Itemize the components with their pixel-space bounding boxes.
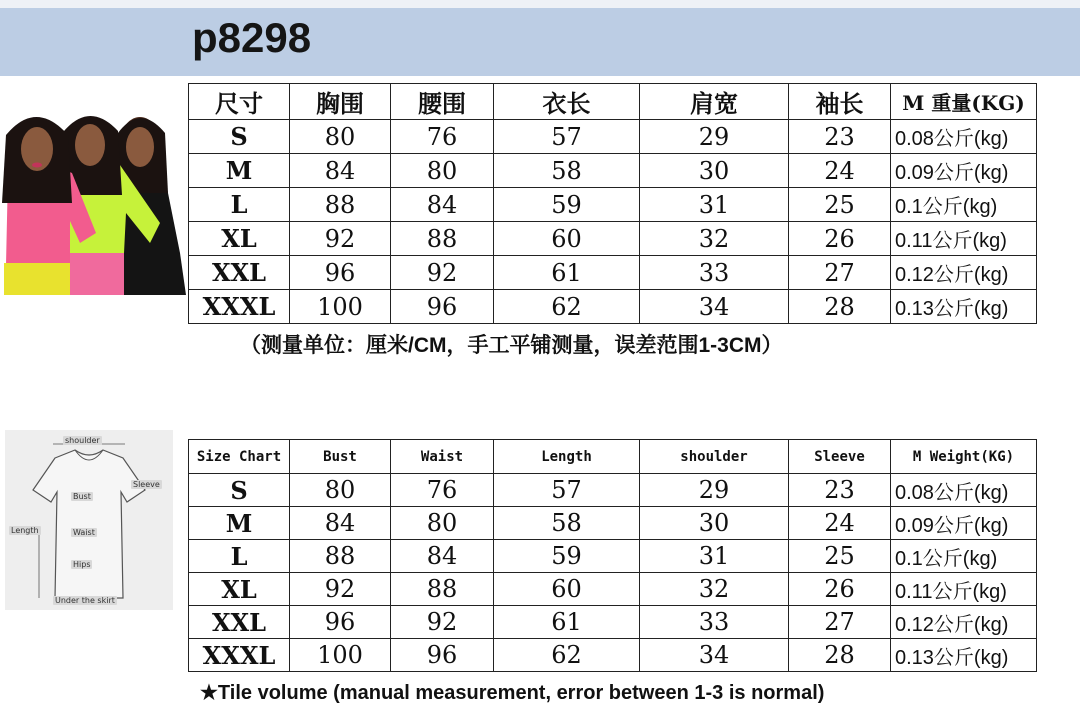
table-cell: 80 bbox=[290, 120, 391, 154]
table-cell: 80 bbox=[391, 507, 494, 540]
table-cell: 27 bbox=[789, 606, 891, 639]
column-header: 尺寸 bbox=[189, 84, 290, 120]
column-header: shoulder bbox=[640, 440, 789, 474]
table-cell: 80 bbox=[391, 154, 494, 188]
table-cell: S bbox=[189, 474, 290, 507]
table-cell: S bbox=[189, 120, 290, 154]
table-cell: 0.1公斤(kg) bbox=[891, 188, 1037, 222]
size-table-english bbox=[188, 439, 1037, 672]
table-cell: 76 bbox=[391, 474, 494, 507]
table-cell: 29 bbox=[640, 474, 789, 507]
table-header-row bbox=[189, 84, 1037, 120]
table-cell: M bbox=[189, 507, 290, 540]
table-cell: 96 bbox=[391, 290, 494, 324]
measurement-diagram bbox=[5, 430, 173, 610]
table-cell: 24 bbox=[789, 507, 891, 540]
table-row bbox=[189, 120, 1037, 154]
table-cell: 0.11公斤(kg) bbox=[891, 222, 1037, 256]
column-header: 胸围 bbox=[290, 84, 391, 120]
table-header-row bbox=[189, 440, 1037, 474]
table-row bbox=[189, 507, 1037, 540]
diagram-label-hips: Hips bbox=[73, 560, 91, 569]
table-cell: 96 bbox=[391, 639, 494, 672]
table-cell: 33 bbox=[640, 606, 789, 639]
table-cell: 0.08公斤(kg) bbox=[891, 120, 1037, 154]
table-cell: 60 bbox=[494, 222, 640, 256]
table-cell: L bbox=[189, 188, 290, 222]
table-cell: XXXL bbox=[189, 290, 290, 324]
column-header: 袖长 bbox=[789, 84, 891, 120]
column-header: M 重量(KG) bbox=[891, 84, 1037, 120]
table-cell: 26 bbox=[789, 222, 891, 256]
table-row bbox=[189, 639, 1037, 672]
table-cell: 59 bbox=[494, 188, 640, 222]
table-row bbox=[189, 256, 1037, 290]
table-row bbox=[189, 222, 1037, 256]
dress-outline-icon bbox=[5, 430, 173, 610]
column-header: Size Chart bbox=[189, 440, 290, 474]
table-cell: 57 bbox=[494, 120, 640, 154]
table-cell: 0.09公斤(kg) bbox=[891, 507, 1037, 540]
table-cell: 0.12公斤(kg) bbox=[891, 256, 1037, 290]
table-cell: 57 bbox=[494, 474, 640, 507]
measurement-note-english: ★Tile volume (manual measurement, error between 1-3 is normal) bbox=[200, 682, 825, 704]
table-cell: 34 bbox=[640, 290, 789, 324]
table-cell: 0.11公斤(kg) bbox=[891, 573, 1037, 606]
table-cell: 0.13公斤(kg) bbox=[891, 639, 1037, 672]
table-cell: 31 bbox=[640, 540, 789, 573]
column-header: Bust bbox=[290, 440, 391, 474]
header-band bbox=[0, 8, 1080, 76]
product-code-title: p8298 bbox=[192, 14, 312, 61]
table-cell: 84 bbox=[290, 154, 391, 188]
diagram-label-bust: Bust bbox=[73, 492, 91, 501]
table-cell: 26 bbox=[789, 573, 891, 606]
table-cell: 32 bbox=[640, 222, 789, 256]
table-cell: 92 bbox=[290, 573, 391, 606]
table-cell: 58 bbox=[494, 154, 640, 188]
diagram-label-length: Length bbox=[11, 526, 39, 535]
table-cell: 88 bbox=[290, 188, 391, 222]
table-cell: 84 bbox=[391, 188, 494, 222]
diagram-label-sleeve: Sleeve bbox=[133, 480, 160, 489]
table-cell: 30 bbox=[640, 154, 789, 188]
table-cell: XL bbox=[189, 222, 290, 256]
diagram-label-shoulder: shoulder bbox=[65, 436, 100, 445]
table-cell: 23 bbox=[789, 120, 891, 154]
table-cell: 88 bbox=[391, 222, 494, 256]
table-cell: 59 bbox=[494, 540, 640, 573]
table-cell: 0.13公斤(kg) bbox=[891, 290, 1037, 324]
column-header: Sleeve bbox=[789, 440, 891, 474]
table-cell: L bbox=[189, 540, 290, 573]
table-cell: 31 bbox=[640, 188, 789, 222]
table-row bbox=[189, 474, 1037, 507]
table-row bbox=[189, 290, 1037, 324]
table-cell: 58 bbox=[494, 507, 640, 540]
size-table-chinese bbox=[188, 83, 1037, 324]
column-header: 衣长 bbox=[494, 84, 640, 120]
table-cell: 100 bbox=[290, 639, 391, 672]
column-header: 肩宽 bbox=[640, 84, 789, 120]
table-cell: XXXL bbox=[189, 639, 290, 672]
table-cell: 27 bbox=[789, 256, 891, 290]
table-cell: 34 bbox=[640, 639, 789, 672]
column-header: Waist bbox=[391, 440, 494, 474]
column-header: 腰围 bbox=[391, 84, 494, 120]
measurement-note-chinese: （测量单位：厘米/CM，手工平铺测量，误差范围1-3CM） bbox=[240, 334, 783, 357]
table-cell: 62 bbox=[494, 639, 640, 672]
table-cell: 80 bbox=[290, 474, 391, 507]
table-row bbox=[189, 188, 1037, 222]
table-cell: 24 bbox=[789, 154, 891, 188]
table-cell: 0.09公斤(kg) bbox=[891, 154, 1037, 188]
table-cell: 84 bbox=[391, 540, 494, 573]
table-cell: 84 bbox=[290, 507, 391, 540]
table-cell: 0.12公斤(kg) bbox=[891, 606, 1037, 639]
table-cell: 62 bbox=[494, 290, 640, 324]
table-cell: 88 bbox=[391, 573, 494, 606]
table-cell: 92 bbox=[391, 256, 494, 290]
table-cell: 60 bbox=[494, 573, 640, 606]
column-header: Length bbox=[494, 440, 640, 474]
table-cell: 25 bbox=[789, 188, 891, 222]
table-cell: 28 bbox=[789, 290, 891, 324]
diagram-label-waist: Waist bbox=[73, 528, 95, 537]
table-row bbox=[189, 154, 1037, 188]
table-cell: XL bbox=[189, 573, 290, 606]
table-cell: 92 bbox=[391, 606, 494, 639]
table-cell: 30 bbox=[640, 507, 789, 540]
table-cell: 25 bbox=[789, 540, 891, 573]
table-cell: XXL bbox=[189, 606, 290, 639]
product-photo bbox=[0, 103, 186, 295]
table-cell: 61 bbox=[494, 606, 640, 639]
table-cell: 61 bbox=[494, 256, 640, 290]
table-cell: 76 bbox=[391, 120, 494, 154]
diagram-label-under-skirt: Under the skirt bbox=[55, 596, 115, 605]
table-cell: 23 bbox=[789, 474, 891, 507]
table-cell: 92 bbox=[290, 222, 391, 256]
column-header: M Weight(KG) bbox=[891, 440, 1037, 474]
table-cell: 96 bbox=[290, 606, 391, 639]
table-cell: 29 bbox=[640, 120, 789, 154]
table-cell: 88 bbox=[290, 540, 391, 573]
table-cell: XXL bbox=[189, 256, 290, 290]
table-cell: 0.1公斤(kg) bbox=[891, 540, 1037, 573]
table-cell: 28 bbox=[789, 639, 891, 672]
table-cell: 32 bbox=[640, 573, 789, 606]
table-row bbox=[189, 540, 1037, 573]
table-cell: M bbox=[189, 154, 290, 188]
table-cell: 96 bbox=[290, 256, 391, 290]
table-row bbox=[189, 606, 1037, 639]
table-cell: 100 bbox=[290, 290, 391, 324]
table-row bbox=[189, 573, 1037, 606]
table-cell: 0.08公斤(kg) bbox=[891, 474, 1037, 507]
table-cell: 33 bbox=[640, 256, 789, 290]
